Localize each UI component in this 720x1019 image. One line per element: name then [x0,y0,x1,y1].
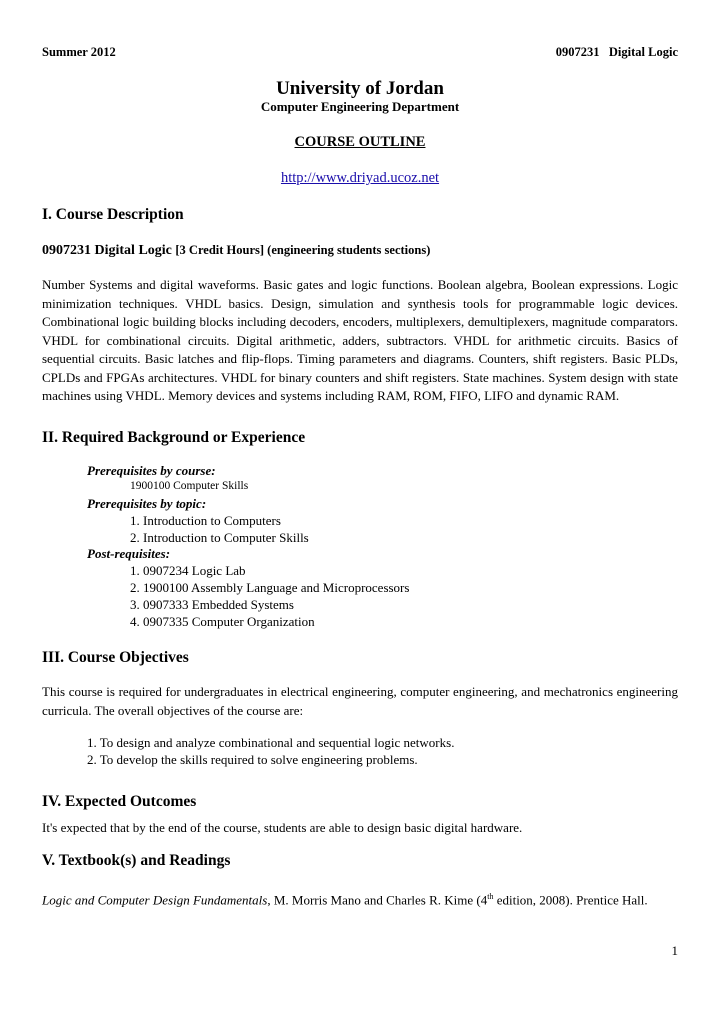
objectives-intro [42,683,678,720]
post-requisite-item: 3. 0907333 Embedded Systems [130,597,294,612]
prereq-topic-item: 1. Introduction to Computers [130,513,281,528]
course-outline-heading: COURSE OUTLINE [294,134,426,150]
section-2-heading: II. Required Background or Experience [42,429,306,446]
university-title: University of Jordan [276,78,444,99]
course-description-text: Number Systems and digital waveforms. Basic gates and logic functions. Boolean algebra, Boolean expressions. Logic minimization techniques. VHDL basics. Design, simulation and synthesis tools for programmable logic devices. Combinational logic building blocks including decoders, encoders, multiplexers, demultiplexers, magnitude comparators. VHDL for combinational circuits. Digital arithmetic, adders, subtractors. VHDL for arithmetic circuits. Basics of sequential circuits. Basic latches and flip-flops. Timing parameters and diagrams. Counters, shift registers. Basic PLDs, CPLDs and FPGAs architectures. VHDL for binary counters and shift registers. State machines. System design with state machines using VHDL. Memory devices and systems including RAM, ROM, FIFO, LIFO and dynamic RAM. [42,277,678,403]
book-title: Logic and Computer Design Fundamentals [42,892,268,908]
section-4-heading: IV. Expected Outcomes [42,793,197,810]
course-credit: [3 Credit Hours] (engineering students sections) [175,243,431,257]
objectives-intro-text: This course is required for undergraduates in electrical engineering, computer engineering, and mechatronics engineering curricula. The overall objectives of the course are: [42,684,678,718]
section-5-heading: V. Textbook(s) and Readings [42,852,231,869]
post-requisites-label: Post-requisites: [87,546,171,561]
course-code-name: 0907231 Digital Logic [42,243,172,258]
book-authors: , M. Morris Mano and Charles R. Kime (4 [267,892,488,908]
prereq-course: 1900100 Computer Skills [130,480,249,492]
textbook-entry [42,888,678,910]
outcomes-text: It's expected that by the end of the course, students are able to design basic digital hardware. [42,820,523,835]
post-requisite-item: 1. 0907234 Logic Lab [130,563,246,578]
book-publisher: edition, 2008). Prentice Hall. [493,892,648,908]
header-left: Summer 2012 [42,45,116,59]
book-edition-sup: th [487,892,494,901]
website-link[interactable]: http://www.driyad.ucoz.net [280,170,440,186]
header-right: 0907231 Digital Logic [555,45,678,59]
course-description [42,276,678,406]
objective-item: 2. To develop the skills required to solve engineering problems. [87,752,418,767]
objective-item: 1. To design and analyze combinational and sequential logic networks. [87,735,455,750]
section-3-heading: III. Course Objectives [42,649,189,666]
department-title: Computer Engineering Department [260,99,460,114]
section-1-heading: I. Course Description [42,206,184,223]
post-requisite-item: 2. 1900100 Assembly Language and Microprocessors [130,580,410,595]
course-title-line [42,243,430,259]
prereq-topic-label: Prerequisites by topic: [87,496,207,511]
prereq-course-label: Prerequisites by course: [87,463,216,478]
post-requisite-item: 4. 0907335 Computer Organization [130,614,315,629]
page-number: 1 [671,943,678,958]
prereq-topic-item: 2. Introduction to Computer Skills [130,530,309,545]
